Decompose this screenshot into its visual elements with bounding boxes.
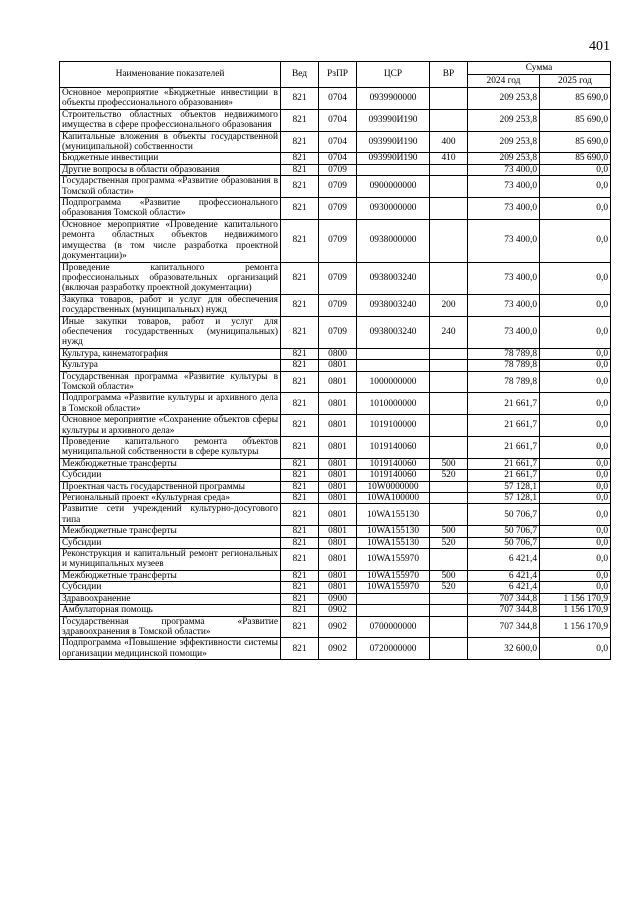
cell-csr: 1019140060 [357, 470, 430, 481]
cell-rzpr: 0800 [319, 348, 357, 359]
cell-name: Государственная программа «Развитие здравоохранения в Томской области» [60, 616, 281, 638]
cell-rzpr: 0709 [319, 198, 357, 220]
table-row [60, 360, 611, 371]
cell-y2024: 73 400,0 [468, 262, 540, 294]
cell-name: Бюджетные инвестиции [60, 153, 281, 164]
cell-y2025: 0,0 [540, 549, 611, 571]
header-name: Наименование показателей [60, 62, 281, 88]
cell-ved: 821 [281, 504, 319, 526]
cell-name: Основное мероприятие «Сохранение объектов сферы культуры и архивного дела» [60, 415, 281, 437]
cell-vr [430, 371, 468, 393]
cell-vr [430, 198, 468, 220]
cell-y2024: 32 600,0 [468, 638, 540, 660]
cell-y2024: 73 400,0 [468, 219, 540, 262]
cell-rzpr: 0801 [319, 393, 357, 415]
cell-rzpr: 0801 [319, 371, 357, 393]
cell-y2025: 0,0 [540, 294, 611, 316]
cell-y2025: 1 156 170,9 [540, 593, 611, 604]
cell-csr: 093990И190 [357, 109, 430, 131]
cell-rzpr: 0801 [319, 470, 357, 481]
cell-name: Государственная программа «Развитие образования в Томской области» [60, 176, 281, 198]
cell-ved: 821 [281, 348, 319, 359]
cell-y2024: 57 128,1 [468, 493, 540, 504]
cell-y2024: 50 706,7 [468, 504, 540, 526]
cell-y2025: 85 690,0 [540, 109, 611, 131]
cell-csr: 093990И190 [357, 153, 430, 164]
table-row [60, 437, 611, 459]
header-year-2024: 2024 год [468, 75, 540, 88]
cell-csr: 1019100000 [357, 415, 430, 437]
page-number: 401 [589, 39, 610, 54]
cell-name: Закупка товаров, работ и услуг для обеспечения государственных (муниципальных) нужд [60, 294, 281, 316]
cell-y2025: 0,0 [540, 437, 611, 459]
cell-ved: 821 [281, 458, 319, 469]
cell-y2025: 0,0 [540, 371, 611, 393]
table-row [60, 371, 611, 393]
cell-name: Капитальные вложения в объекты государственной (муниципальной) собственности [60, 131, 281, 153]
cell-y2024: 707 344,8 [468, 616, 540, 638]
cell-csr: 0930000000 [357, 198, 430, 220]
cell-y2025: 0,0 [540, 198, 611, 220]
cell-name: Культура, кинематография [60, 348, 281, 359]
cell-name: Строительство областных объектов недвижимого имущества в сфере профессионального образования [60, 109, 281, 131]
cell-csr [357, 164, 430, 175]
cell-rzpr: 0801 [319, 360, 357, 371]
cell-csr: 0938000000 [357, 219, 430, 262]
cell-ved: 821 [281, 198, 319, 220]
header-year-2025: 2025 год [540, 75, 611, 88]
cell-y2024: 73 400,0 [468, 316, 540, 348]
cell-ved: 821 [281, 219, 319, 262]
cell-name: Государственная программа «Развитие культуры в Томской области» [60, 371, 281, 393]
cell-name: Проектная часть государственной программы [60, 481, 281, 492]
cell-csr: 1000000000 [357, 371, 430, 393]
cell-rzpr: 0801 [319, 458, 357, 469]
cell-ved: 821 [281, 176, 319, 198]
cell-name: Реконструкция и капитальный ремонт региональных и муниципальных музеев [60, 549, 281, 571]
cell-csr: 0938003240 [357, 316, 430, 348]
cell-y2024: 6 421,4 [468, 549, 540, 571]
cell-vr [430, 109, 468, 131]
cell-rzpr: 0902 [319, 616, 357, 638]
cell-y2025: 0,0 [540, 164, 611, 175]
cell-y2024: 209 253,8 [468, 109, 540, 131]
cell-vr [430, 504, 468, 526]
cell-rzpr: 0709 [319, 294, 357, 316]
cell-name: Субсидии [60, 582, 281, 593]
cell-y2025: 0,0 [540, 348, 611, 359]
table-row [60, 537, 611, 548]
table-row [60, 219, 611, 262]
cell-vr [430, 593, 468, 604]
cell-csr: 0700000000 [357, 616, 430, 638]
cell-rzpr: 0704 [319, 88, 357, 110]
cell-rzpr: 0902 [319, 638, 357, 660]
cell-y2024: 57 128,1 [468, 481, 540, 492]
cell-vr [430, 176, 468, 198]
cell-ved: 821 [281, 88, 319, 110]
cell-vr [430, 393, 468, 415]
cell-vr: 400 [430, 131, 468, 153]
cell-name: Проведение капитального ремонта профессиональных образовательных организаций (включая разработку проектной документации) [60, 262, 281, 294]
cell-csr: 10W0000000 [357, 481, 430, 492]
table-row [60, 582, 611, 593]
cell-y2024: 78 789,8 [468, 360, 540, 371]
cell-vr: 410 [430, 153, 468, 164]
cell-ved: 821 [281, 360, 319, 371]
cell-y2024: 21 661,7 [468, 458, 540, 469]
cell-vr [430, 348, 468, 359]
cell-csr: 1019140060 [357, 458, 430, 469]
table-row [60, 549, 611, 571]
cell-y2024: 78 789,8 [468, 371, 540, 393]
cell-ved: 821 [281, 605, 319, 616]
cell-ved: 821 [281, 131, 319, 153]
cell-csr: 0900000000 [357, 176, 430, 198]
cell-y2025: 0,0 [540, 582, 611, 593]
cell-y2024: 21 661,7 [468, 415, 540, 437]
cell-y2024: 21 661,7 [468, 470, 540, 481]
cell-y2024: 707 344,8 [468, 605, 540, 616]
header-ved: Вед [281, 62, 319, 88]
cell-ved: 821 [281, 371, 319, 393]
table-row [60, 316, 611, 348]
cell-ved: 821 [281, 549, 319, 571]
table-row [60, 470, 611, 481]
cell-csr: 10WA155970 [357, 549, 430, 571]
cell-vr [430, 616, 468, 638]
cell-ved: 821 [281, 616, 319, 638]
cell-ved: 821 [281, 537, 319, 548]
cell-rzpr: 0801 [319, 415, 357, 437]
cell-name: Субсидии [60, 470, 281, 481]
table-row [60, 570, 611, 581]
cell-vr: 240 [430, 316, 468, 348]
cell-name: Межбюджетные трансферты [60, 526, 281, 537]
cell-y2025: 0,0 [540, 316, 611, 348]
table-row [60, 504, 611, 526]
cell-rzpr: 0801 [319, 526, 357, 537]
cell-vr [430, 88, 468, 110]
budget-table [59, 61, 611, 660]
table-row [60, 262, 611, 294]
cell-y2024: 73 400,0 [468, 294, 540, 316]
cell-vr [430, 415, 468, 437]
table-row [60, 605, 611, 616]
cell-vr [430, 605, 468, 616]
cell-name: Культура [60, 360, 281, 371]
table-row [60, 348, 611, 359]
cell-y2025: 0,0 [540, 360, 611, 371]
cell-csr: 0720000000 [357, 638, 430, 660]
cell-ved: 821 [281, 109, 319, 131]
cell-y2025: 85 690,0 [540, 131, 611, 153]
cell-rzpr: 0902 [319, 605, 357, 616]
cell-ved: 821 [281, 153, 319, 164]
table-row [60, 131, 611, 153]
cell-y2025: 0,0 [540, 526, 611, 537]
cell-y2025: 0,0 [540, 458, 611, 469]
cell-name: Основное мероприятие «Проведение капитального ремонта областных объектов недвижимого имущества (в том числе разработка проектной документации)» [60, 219, 281, 262]
cell-csr [357, 348, 430, 359]
cell-y2024: 73 400,0 [468, 176, 540, 198]
cell-y2024: 209 253,8 [468, 131, 540, 153]
cell-name: Межбюджетные трансферты [60, 570, 281, 581]
cell-rzpr: 0704 [319, 153, 357, 164]
cell-vr: 500 [430, 526, 468, 537]
cell-ved: 821 [281, 262, 319, 294]
cell-y2025: 0,0 [540, 481, 611, 492]
table-row [60, 294, 611, 316]
cell-y2025: 1 156 170,9 [540, 605, 611, 616]
cell-name: Региональный проект «Культурная среда» [60, 493, 281, 504]
cell-name: Амбулаторная помощь [60, 605, 281, 616]
cell-vr [430, 481, 468, 492]
table-row [60, 88, 611, 110]
header-csr: ЦСР [357, 62, 430, 88]
cell-vr: 520 [430, 537, 468, 548]
cell-name: Подпрограмма «Развитие профессионального образования Томской области» [60, 198, 281, 220]
table-row [60, 153, 611, 164]
cell-y2024: 50 706,7 [468, 526, 540, 537]
cell-rzpr: 0900 [319, 593, 357, 604]
cell-rzpr: 0709 [319, 176, 357, 198]
cell-ved: 821 [281, 164, 319, 175]
cell-csr: 10WA100000 [357, 493, 430, 504]
cell-y2025: 85 690,0 [540, 88, 611, 110]
cell-ved: 821 [281, 582, 319, 593]
cell-rzpr: 0709 [319, 164, 357, 175]
cell-vr [430, 493, 468, 504]
cell-y2024: 6 421,4 [468, 582, 540, 593]
cell-vr: 520 [430, 582, 468, 593]
cell-vr: 520 [430, 470, 468, 481]
cell-name: Здравоохранение [60, 593, 281, 604]
cell-name: Субсидии [60, 537, 281, 548]
cell-name: Развитие сети учреждений культурно-досугового типа [60, 504, 281, 526]
cell-csr: 10WA155970 [357, 582, 430, 593]
cell-rzpr: 0709 [319, 316, 357, 348]
cell-y2025: 0,0 [540, 504, 611, 526]
cell-name: Основное мероприятие «Бюджетные инвестиции в объекты профессионального образования» [60, 88, 281, 110]
cell-ved: 821 [281, 437, 319, 459]
table-row [60, 198, 611, 220]
cell-y2025: 0,0 [540, 493, 611, 504]
table-row [60, 616, 611, 638]
cell-rzpr: 0801 [319, 437, 357, 459]
table-row [60, 481, 611, 492]
cell-y2025: 85 690,0 [540, 153, 611, 164]
table-row [60, 176, 611, 198]
cell-rzpr: 0801 [319, 582, 357, 593]
cell-y2024: 73 400,0 [468, 198, 540, 220]
cell-y2025: 0,0 [540, 415, 611, 437]
cell-ved: 821 [281, 593, 319, 604]
cell-csr [357, 360, 430, 371]
cell-rzpr: 0801 [319, 549, 357, 571]
cell-csr: 0938003240 [357, 294, 430, 316]
cell-y2025: 0,0 [540, 470, 611, 481]
cell-y2025: 0,0 [540, 219, 611, 262]
cell-csr: 0938003240 [357, 262, 430, 294]
cell-rzpr: 0801 [319, 537, 357, 548]
cell-vr [430, 262, 468, 294]
cell-vr [430, 164, 468, 175]
cell-ved: 821 [281, 570, 319, 581]
cell-y2025: 0,0 [540, 393, 611, 415]
cell-rzpr: 0709 [319, 219, 357, 262]
cell-y2024: 6 421,4 [468, 570, 540, 581]
cell-ved: 821 [281, 470, 319, 481]
cell-name: Другие вопросы в области образования [60, 164, 281, 175]
table-row [60, 109, 611, 131]
cell-vr: 200 [430, 294, 468, 316]
cell-y2025: 0,0 [540, 176, 611, 198]
cell-csr: 10WA155970 [357, 570, 430, 581]
cell-y2024: 21 661,7 [468, 393, 540, 415]
cell-y2025: 0,0 [540, 262, 611, 294]
cell-csr: 0939900000 [357, 88, 430, 110]
cell-y2024: 21 661,7 [468, 437, 540, 459]
cell-ved: 821 [281, 638, 319, 660]
table-row [60, 415, 611, 437]
cell-csr: 10WA155130 [357, 537, 430, 548]
cell-rzpr: 0704 [319, 131, 357, 153]
cell-rzpr: 0704 [319, 109, 357, 131]
cell-vr [430, 638, 468, 660]
cell-ved: 821 [281, 415, 319, 437]
table-row [60, 493, 611, 504]
cell-csr [357, 605, 430, 616]
cell-name: Подпрограмма «Развитие культуры и архивного дела в Томской области» [60, 393, 281, 415]
table-row [60, 526, 611, 537]
cell-y2024: 73 400,0 [468, 164, 540, 175]
cell-ved: 821 [281, 481, 319, 492]
header-sum: Сумма [468, 62, 611, 75]
cell-y2024: 50 706,7 [468, 537, 540, 548]
cell-rzpr: 0801 [319, 570, 357, 581]
table-row [60, 458, 611, 469]
cell-ved: 821 [281, 294, 319, 316]
cell-vr [430, 437, 468, 459]
table-row [60, 593, 611, 604]
cell-y2024: 707 344,8 [468, 593, 540, 604]
cell-y2024: 78 789,8 [468, 348, 540, 359]
table-row [60, 638, 611, 660]
cell-vr: 500 [430, 458, 468, 469]
cell-ved: 821 [281, 526, 319, 537]
table-header-row [60, 62, 611, 75]
cell-name: Подпрограмма «Повышение эффективности системы организации медицинской помощи» [60, 638, 281, 660]
cell-ved: 821 [281, 493, 319, 504]
cell-rzpr: 0709 [319, 262, 357, 294]
cell-y2025: 0,0 [540, 638, 611, 660]
cell-vr: 500 [430, 570, 468, 581]
cell-name: Иные закупки товаров, работ и услуг для обеспечения государственных (муниципальных) нужд [60, 316, 281, 348]
cell-ved: 821 [281, 393, 319, 415]
cell-rzpr: 0801 [319, 493, 357, 504]
cell-y2024: 209 253,8 [468, 153, 540, 164]
table-body [60, 88, 611, 660]
cell-csr [357, 593, 430, 604]
cell-y2024: 209 253,8 [468, 88, 540, 110]
cell-csr: 1010000000 [357, 393, 430, 415]
cell-y2025: 0,0 [540, 537, 611, 548]
cell-rzpr: 0801 [319, 504, 357, 526]
cell-y2025: 0,0 [540, 570, 611, 581]
cell-name: Проведение капитального ремонта объектов муниципальной собственности в сфере культуры [60, 437, 281, 459]
header-rzpr: РзПР [319, 62, 357, 88]
header-vr: ВР [430, 62, 468, 88]
table-row [60, 164, 611, 175]
table-row [60, 393, 611, 415]
cell-csr: 1019140060 [357, 437, 430, 459]
cell-name: Межбюджетные трансферты [60, 458, 281, 469]
cell-csr: 10WA155130 [357, 526, 430, 537]
cell-ved: 821 [281, 316, 319, 348]
cell-rzpr: 0801 [319, 481, 357, 492]
cell-csr: 10WA155130 [357, 504, 430, 526]
cell-csr: 093990И190 [357, 131, 430, 153]
cell-vr [430, 549, 468, 571]
cell-y2025: 1 156 170,9 [540, 616, 611, 638]
cell-vr [430, 360, 468, 371]
cell-vr [430, 219, 468, 262]
